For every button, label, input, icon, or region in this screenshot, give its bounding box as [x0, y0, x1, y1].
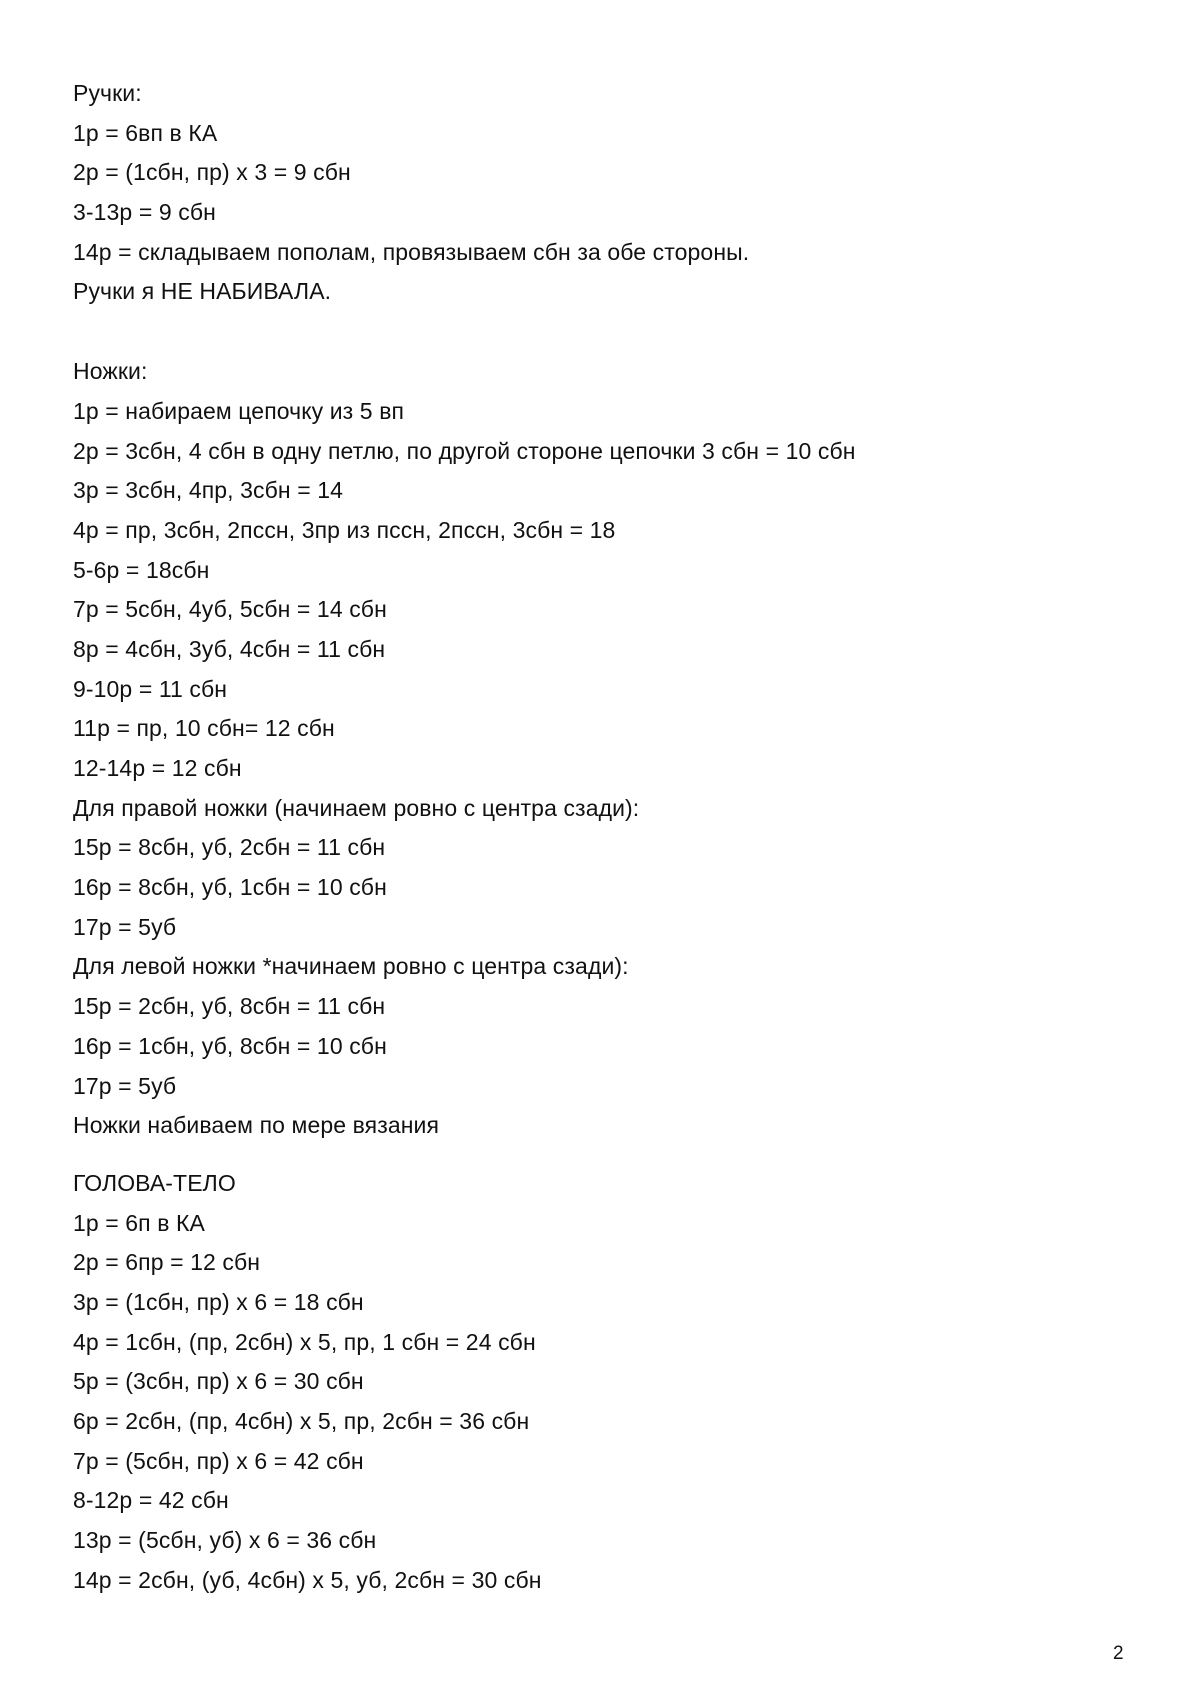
pattern-line: 14р = 2сбн, (уб, 4сбн) х 5, уб, 2сбн = 30 сбн [73, 1566, 542, 1593]
pattern-line: 17р = 5уб [73, 1072, 177, 1099]
pattern-line: 15р = 2сбн, уб, 8сбн = 11 сбн [73, 993, 386, 1020]
pattern-line: 11р = пр, 10 сбн= 12 сбн [73, 715, 335, 742]
page-number: 2 [1113, 1643, 1124, 1664]
pattern-line: 9-10р = 11 сбн [73, 675, 228, 702]
pattern-line: 5р = (3сбн, пр) х 6 = 30 сбн [73, 1368, 364, 1395]
pattern-line: 6р = 2сбн, (пр, 4сбн) х 5, пр, 2сбн = 36 сбн [73, 1408, 530, 1434]
section-gap [73, 1146, 1133, 1164]
pattern-line: 8-12р = 42 сбн [73, 1487, 229, 1514]
section-title-hands: Ручки: [73, 80, 142, 106]
section-head-body [73, 1164, 1133, 1601]
pattern-line: 14р = складываем пополам, провязываем сбн за обе стороны. [73, 238, 750, 265]
pattern-line: 15р = 8сбн, уб, 2сбн = 11 сбн [73, 834, 386, 861]
section-title-legs: Ножки: [73, 358, 148, 385]
pattern-line: 12-14р = 12 сбн [73, 755, 242, 781]
pattern-line: 1р = набираем цепочку из 5 вп [73, 397, 405, 424]
pattern-line: 4р = пр, 3сбн, 2пссн, 3пр из пссн, 2пссн, 3сбн = 18 [73, 516, 616, 543]
section-title-head-body: ГОЛОВА-ТЕЛО [73, 1169, 236, 1196]
pattern-line: 3р = (1сбн, пр) х 6 = 18 сбн [73, 1288, 364, 1315]
section-hands [73, 74, 1133, 312]
pattern-line: 3р = 3сбн, 4пр, 3сбн = 14 [73, 477, 344, 504]
pattern-line: 2р = (1сбн, пр) х 3 = 9 сбн [73, 159, 351, 186]
pattern-line: 1р = 6вп в КА [73, 119, 218, 146]
pattern-line: 1р = 6п в КА [73, 1209, 205, 1236]
pattern-line: 2р = 6пр = 12 сбн [73, 1249, 261, 1276]
pattern-line: Ножки набиваем по мере вязания [73, 1112, 440, 1139]
section-gap [73, 312, 1133, 352]
pattern-line: Для правой ножки (начинаем ровно с центра сзади): [73, 794, 640, 821]
pattern-line: 2р = 3сбн, 4 сбн в одну петлю, по другой стороне цепочки 3 сбн = 10 сбн [73, 437, 856, 464]
pattern-line: 4р = 1сбн, (пр, 2сбн) х 5, пр, 1 сбн = 24 сбн [73, 1328, 536, 1355]
pattern-line: 17р = 5уб [73, 913, 177, 940]
pattern-line: 8р = 4сбн, 3уб, 4сбн = 11 сбн [73, 635, 386, 662]
pattern-line: 3-13р = 9 сбн [73, 199, 216, 226]
pattern-line: 7р = 5сбн, 4уб, 5сбн = 14 сбн [73, 596, 387, 623]
section-legs [73, 352, 1133, 1146]
pattern-line: 16р = 1сбн, уб, 8сбн = 10 сбн [73, 1032, 387, 1059]
pattern-line: 16р = 8сбн, уб, 1сбн = 10 сбн [73, 874, 387, 901]
pattern-line: 13р = (5сбн, уб) х 6 = 36 сбн [73, 1527, 377, 1554]
pattern-line: 7р = (5сбн, пр) х 6 = 42 сбн [73, 1447, 364, 1474]
pattern-line: 5-6р = 18сбн [73, 556, 210, 583]
pattern-line: Для левой ножки *начинаем ровно с центра сзади): [73, 953, 629, 980]
pattern-line: Ручки я НЕ НАБИВАЛА. [73, 278, 332, 305]
document-page [73, 74, 1133, 1600]
